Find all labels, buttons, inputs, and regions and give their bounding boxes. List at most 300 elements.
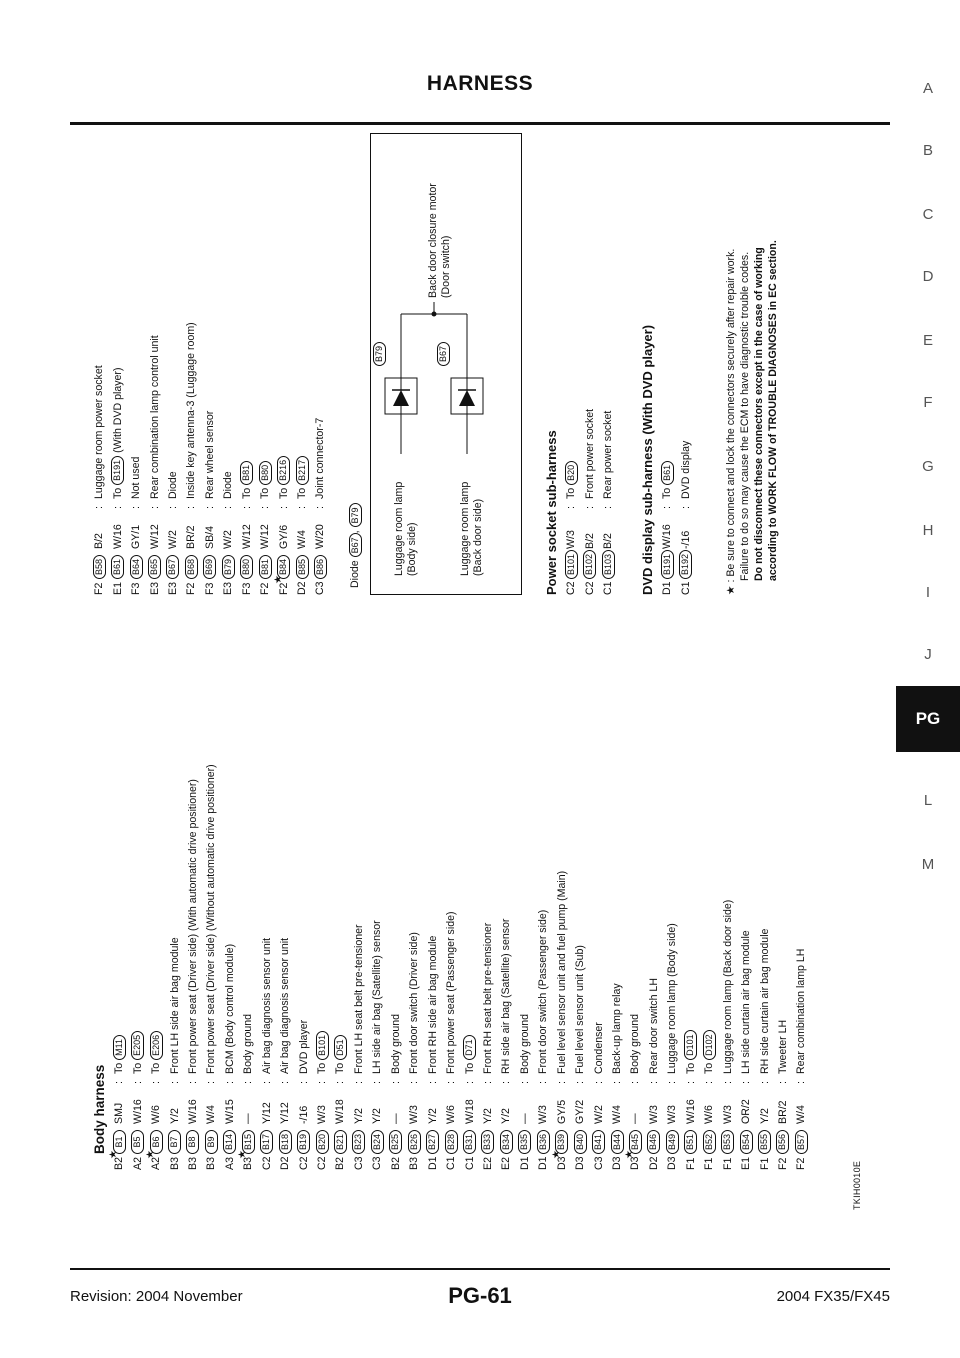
table-row: E3 B79 W/2 : Diode <box>222 471 235 595</box>
body-harness-column-2 <box>90 135 779 595</box>
star-icon: ★ <box>237 1150 249 1159</box>
wire-color: W/16 <box>661 524 674 549</box>
connector-description: Fuel level sensor unit and fuel pump (Main) <box>555 870 568 1074</box>
connector-badge: B34 <box>500 1130 513 1154</box>
table-row: A2 ★ B6 W/6 : To E206 <box>147 590 165 1170</box>
wire-color: W/6 <box>445 1105 458 1124</box>
connector-description: Front power seat (Driver side) (With automatic drive positioner) <box>186 779 199 1074</box>
connector-description: To <box>131 1062 144 1074</box>
connector-badge: D101 <box>684 1030 697 1060</box>
connector-badge: B40 <box>574 1130 587 1154</box>
connector-badge: D102 <box>703 1030 716 1060</box>
wire-color: W/3 <box>565 530 578 549</box>
connector-badge: B21 <box>334 1130 347 1154</box>
grid-location: F3 <box>240 582 253 595</box>
wire-color: W/3 <box>316 1105 329 1124</box>
section-index-c[interactable]: C <box>922 206 934 223</box>
connector-badge: B33 <box>481 1130 494 1154</box>
section-index-a[interactable]: A <box>922 80 933 97</box>
grid-location: C3 <box>371 1156 384 1170</box>
table-row: F2 B81 W/12 : To B80 <box>256 135 274 595</box>
wire-color: Y/2 <box>500 1108 513 1124</box>
connector-badge: B24 <box>371 1130 384 1154</box>
grid-location: C2 <box>565 581 578 595</box>
connector-badge: M11 <box>113 1035 126 1060</box>
diode-diagram <box>349 133 522 595</box>
connector-badge: B6 <box>150 1130 163 1154</box>
connector-description: Front RH seat belt pre-tensioner <box>481 922 494 1074</box>
connector-badge: B53 <box>721 1130 734 1154</box>
wire-color: W/16 <box>186 1099 199 1124</box>
table-row: F2 B58 B/2 : Luggage room power socket <box>93 365 106 595</box>
table-row: D3 B40 GY/2 : Fuel level sensor unit (Sub) <box>574 945 587 1170</box>
connector-badge: B61 <box>661 461 674 485</box>
wire-color: GY/5 <box>555 1099 568 1124</box>
connector-badge: B19 <box>297 1130 310 1154</box>
connector-description: Body ground <box>629 1013 642 1074</box>
connector-badge: B51 <box>684 1130 697 1154</box>
wire-color: Y/12 <box>260 1102 273 1124</box>
table-row: D3 B49 W/3 : Luggage room lamp (Body side) <box>666 923 679 1170</box>
grid-location: F2 <box>795 1157 808 1170</box>
connector-description: Air bag diagnosis sensor unit <box>279 937 292 1074</box>
table-row: D1 B191 W/16 : To B61 <box>658 325 676 595</box>
wire-color: B/2 <box>602 533 615 549</box>
grid-location: F2 <box>259 582 272 595</box>
connector-badge: B79 <box>349 503 362 527</box>
connector-badge: B79 <box>373 342 386 366</box>
table-row: F1 B55 Y/2 : RH side curtain air bag module <box>758 928 771 1170</box>
connector-description: Diode <box>222 471 235 499</box>
connector-description: Front LH seat belt pre-tensioner <box>352 924 365 1074</box>
table-row: C1 B192 -/16 : DVD display <box>679 440 692 595</box>
connector-description: Front door switch (Driver side) <box>408 932 421 1074</box>
grid-location: D2 <box>647 1156 660 1170</box>
wire-color: W/3 <box>647 1105 660 1124</box>
grid-location: B3 <box>205 1157 218 1170</box>
connector-badge: B68 <box>185 555 198 579</box>
wire-color: Y/2 <box>426 1108 439 1124</box>
table-row: A2 B5 W/16 : To E205 <box>128 590 146 1170</box>
connector-badge: B35 <box>518 1130 531 1154</box>
connector-badge: B55 <box>758 1130 771 1154</box>
connector-description: Luggage room lamp (Body side) <box>666 923 679 1074</box>
harness-figure <box>90 130 810 1170</box>
grid-location: C3 <box>314 581 327 595</box>
connector-description: To <box>703 1062 716 1074</box>
connector-description: LH side air bag (Satellite) sensor <box>371 920 384 1074</box>
table-row: C2 B19 -/16 : DVD player <box>297 1019 310 1170</box>
wire-color: W/15 <box>223 1099 236 1124</box>
grid-location: D1 <box>518 1156 531 1170</box>
table-row: C1 B103 B/2 : Rear power socket <box>602 410 615 595</box>
connector-badge: B86 <box>314 555 327 579</box>
grid-location: D2 <box>296 581 309 595</box>
connector-description: BCM (Body control module) <box>223 943 236 1074</box>
connector-badge: B23 <box>352 1130 365 1154</box>
section-index-b[interactable]: B <box>922 142 933 159</box>
connector-badge: B80 <box>240 555 253 579</box>
wire-color: Y/2 <box>758 1108 771 1124</box>
grid-location: F1 <box>721 1157 734 1170</box>
grid-location: F1 <box>684 1157 697 1170</box>
motor-label: Back door closure motor (Door switch) <box>427 183 452 298</box>
connector-description: To <box>565 487 578 499</box>
connector-badge: E206 <box>150 1031 163 1060</box>
connector-badge: B81 <box>240 461 253 485</box>
wire-color: SMJ <box>113 1102 126 1124</box>
connector-description: Diode <box>166 471 179 499</box>
power-socket-title: Power socket sub-harness <box>544 430 559 595</box>
table-row: E2 B34 Y/2 : RH side air bag (Satellite) sensor <box>500 918 513 1170</box>
wire-color: W/12 <box>240 524 253 549</box>
connector-description: Front power seat (Passenger side) <box>445 911 458 1074</box>
wire-color: SB/4 <box>203 526 216 549</box>
caution-note: ★ : Be sure to connect and lock the connectors securely after repair work. Failure to do so may cause the ECM to have diagnostic trouble codes. Do not disconnect these connectors except in the case of working according to WORK FLOW of TROUBLE DIAGNOSES in EC section. <box>725 240 779 595</box>
table-row: B2 B25 — : Body ground <box>389 1013 402 1170</box>
connector-badge: B9 <box>205 1130 218 1154</box>
connector-badge: B28 <box>445 1130 458 1154</box>
connector-badge: B80 <box>259 461 272 485</box>
connector-badge: B192 <box>679 550 692 579</box>
connector-badge: B1 <box>113 1130 126 1154</box>
connector-badge: B5 <box>131 1130 144 1154</box>
connector-badge: B25 <box>389 1130 402 1154</box>
wire-color: W/3 <box>721 1105 734 1124</box>
connector-description: Rear door switch LH <box>647 978 660 1074</box>
grid-location: D2 <box>279 1156 292 1170</box>
connector-badge: B45 <box>629 1130 642 1154</box>
connector-badge: B54 <box>740 1130 753 1154</box>
table-row: E3 B67 W/2 : Diode <box>166 471 179 595</box>
connector-description: Fuel level sensor unit (Sub) <box>574 945 587 1074</box>
grid-location: D3 <box>666 1156 679 1170</box>
connector-badge: B36 <box>537 1130 550 1154</box>
connector-badge: B69 <box>203 555 216 579</box>
connector-badge: B44 <box>611 1130 624 1154</box>
wire-color: W/3 <box>537 1105 550 1124</box>
table-row: E1 B61 W/16 : To B191 (With DVD player) <box>111 367 124 595</box>
connector-description: Luggage room lamp (Back door side) <box>721 899 734 1074</box>
star-icon: ★ <box>725 585 737 595</box>
section-index-f[interactable]: F <box>923 394 933 411</box>
grid-location: D3 <box>555 1156 568 1170</box>
table-row: C3 B41 W/2 : Condenser <box>592 1022 605 1170</box>
table-row: E1 B54 OR/2 : LH side curtain air bag module <box>740 930 753 1170</box>
star-icon: ★ <box>272 575 284 584</box>
wire-color: W/12 <box>259 524 272 549</box>
table-row: E3 B65 W/12 : Rear combination lamp control unit <box>148 335 161 595</box>
table-row: B3 B26 W/3 : Front door switch (Driver side) <box>408 932 421 1170</box>
connector-badge: B81 <box>259 555 272 579</box>
section-index-pg[interactable]: PG <box>896 686 960 752</box>
table-row: B2 B21 W/18 : To D51 <box>331 590 349 1170</box>
figure-reference-code: TKIH0010E <box>852 1160 862 1210</box>
connector-badge: B26 <box>408 1130 421 1154</box>
wire-color: W/6 <box>703 1105 716 1124</box>
grid-location: B3 <box>168 1157 181 1170</box>
section-index-h[interactable]: H <box>922 522 934 539</box>
grid-location: C2 <box>260 1156 273 1170</box>
connector-badge: B20 <box>316 1130 329 1154</box>
table-row: C2 B20 W/3 : To B101 <box>313 590 331 1170</box>
connector-description: Front door switch (Passenger side) <box>537 909 550 1074</box>
connector-badge: B27 <box>426 1130 439 1154</box>
grid-location: E1 <box>740 1157 753 1170</box>
wire-color: W/2 <box>592 1105 605 1124</box>
connector-description: Front LH side air bag module <box>168 937 181 1074</box>
connector-badge: B17 <box>260 1130 273 1154</box>
power-socket-section <box>542 409 617 595</box>
wire-color: W/4 <box>611 1105 624 1124</box>
wire-color: W/18 <box>463 1099 476 1124</box>
table-row: D1 B36 W/3 : Front door switch (Passenger side) <box>537 909 550 1170</box>
connector-badge: B65 <box>148 555 161 579</box>
grid-location: F2 <box>185 582 198 595</box>
grid-location: E2 <box>500 1157 513 1170</box>
connector-badge: B41 <box>592 1130 605 1154</box>
grid-location: C2 <box>297 1156 310 1170</box>
wire-color: W/16 <box>131 1099 144 1124</box>
lamp-back-label: Luggage room lamp (Back door side) <box>459 481 484 576</box>
connector-description: To <box>240 487 253 499</box>
connector-badge: D51 <box>334 1035 347 1060</box>
connector-badge: B58 <box>93 555 106 579</box>
connector-description: Rear combination lamp control unit <box>148 335 161 499</box>
wire-color: W/4 <box>205 1105 218 1124</box>
connector-badge: B64 <box>130 555 143 579</box>
grid-location: F2 <box>93 582 106 595</box>
table-row: C2 B17 Y/12 : Air bag diagnosis sensor unit <box>260 937 273 1170</box>
wire-color: — <box>629 1113 642 1124</box>
connector-badge: B67 <box>437 342 450 366</box>
grid-location: D3 <box>574 1156 587 1170</box>
grid-location: B3 <box>242 1157 255 1170</box>
connector-description: Air bag diagnosis sensor unit <box>260 937 273 1074</box>
table-row: F2 ★ B84 GY/6 : To B216 <box>274 135 292 595</box>
connector-description: Condenser <box>592 1022 605 1074</box>
table-row: D1 B35 — : Body ground <box>518 1013 531 1170</box>
grid-location: F1 <box>703 1157 716 1170</box>
connector-description: Joint connector-7 <box>314 417 327 499</box>
section-index-m[interactable]: M <box>921 856 935 873</box>
wire-color: -/16 <box>297 1105 310 1124</box>
grid-location: D1 <box>537 1156 550 1170</box>
wire-color: Y/2 <box>168 1108 181 1124</box>
connector-description: Rear combination lamp LH <box>795 948 808 1074</box>
connector-badge: B79 <box>222 555 235 579</box>
connector-description: To <box>111 487 124 499</box>
connector-badge: B7 <box>168 1130 181 1154</box>
table-row: F1 B52 W/6 : To D102 <box>700 590 718 1170</box>
grid-location: E3 <box>166 582 179 595</box>
section-index-j[interactable]: J <box>924 646 932 663</box>
connector-badge: D71 <box>463 1035 476 1060</box>
grid-location: A2 <box>131 1157 144 1170</box>
connector-badge: B191 <box>661 550 674 579</box>
table-row: C1 B31 W/18 : To D71 <box>460 590 478 1170</box>
connector-badge: B84 <box>277 555 290 579</box>
table-row: B2 ★ B1 SMJ : To M11 <box>110 590 128 1170</box>
star-icon: ★ <box>145 1150 157 1159</box>
connector-badge: B101 <box>565 550 578 579</box>
grid-location: C3 <box>592 1156 605 1170</box>
grid-location: B3 <box>186 1157 199 1170</box>
wire-color: Y/2 <box>352 1108 365 1124</box>
connector-description: DVD player <box>297 1019 310 1074</box>
connector-description: Back-up lamp relay <box>611 983 624 1074</box>
wire-color: W/16 <box>684 1099 697 1124</box>
table-row: F2 B57 W/4 : Rear combination lamp LH <box>795 948 808 1170</box>
connector-description: To <box>113 1062 126 1074</box>
table-row: E2 B33 Y/2 : Front RH seat belt pre-tensioner <box>481 922 494 1170</box>
connector-description: Rear wheel sensor <box>203 410 216 499</box>
connector-badge: B191 <box>111 456 124 485</box>
connector-badge: B67 <box>166 555 179 579</box>
table-row: B3 B9 W/4 : Front power seat (Driver side) (Without automatic drive positioner) <box>205 764 218 1170</box>
body-harness-list-2 <box>90 135 330 595</box>
grid-location: E3 <box>148 582 161 595</box>
wire-color: W/16 <box>111 524 124 549</box>
connector-description: Luggage room power socket <box>93 365 106 499</box>
grid-location: A2 <box>150 1157 163 1170</box>
connector-badge: B46 <box>647 1130 660 1154</box>
connector-badge: B14 <box>223 1130 236 1154</box>
connector-description: Front power seat (Driver side) (Without automatic drive positioner) <box>205 764 218 1074</box>
grid-location: B2 <box>113 1157 126 1170</box>
table-row: A3 B14 W/15 : BCM (Body control module) <box>223 943 236 1170</box>
table-row: B3 ★ B15 — : Body ground <box>237 1013 255 1170</box>
dvd-display-section <box>638 325 695 595</box>
grid-location: A3 <box>223 1157 236 1170</box>
connector-badge: B8 <box>186 1130 199 1154</box>
table-row: F3 B69 SB/4 : Rear wheel sensor <box>203 410 216 595</box>
wire-color: -/16 <box>679 530 692 549</box>
connector-description: Front power socket <box>583 408 596 499</box>
wire-color: B/2 <box>93 533 106 549</box>
grid-location: C1 <box>602 581 615 595</box>
table-row: F3 B80 W/12 : To B81 <box>238 135 256 595</box>
grid-location: B2 <box>389 1157 402 1170</box>
connector-badge: B20 <box>565 461 578 485</box>
grid-location: C2 <box>583 581 596 595</box>
wire-color: GY/1 <box>130 524 143 549</box>
table-row: F3 B64 GY/1 : Not used <box>130 456 143 595</box>
wire-color: OR/2 <box>740 1099 753 1124</box>
grid-location: E1 <box>111 582 124 595</box>
grid-location: C1 <box>445 1156 458 1170</box>
connector-description: RH side air bag (Satellite) sensor <box>500 918 513 1074</box>
grid-location: F1 <box>758 1157 771 1170</box>
grid-location: D3 <box>629 1156 642 1170</box>
section-index-e[interactable]: E <box>922 332 933 349</box>
section-index-i[interactable]: I <box>925 584 931 601</box>
connector-description: Inside key antenna-3 (Luggage room) <box>185 322 198 499</box>
grid-location: E3 <box>222 582 235 595</box>
grid-location: C2 <box>316 1156 329 1170</box>
star-icon: ★ <box>108 1150 120 1159</box>
connector-badge: B102 <box>583 550 596 579</box>
connector-description: To <box>463 1062 476 1074</box>
grid-location: F2 <box>277 582 290 595</box>
wire-color: W/3 <box>408 1105 421 1124</box>
wire-color: GY/2 <box>574 1099 587 1124</box>
connector-badge: B57 <box>795 1130 808 1154</box>
lamp-body-label: Luggage room lamp (Body side) <box>393 481 418 576</box>
dvd-display-title: DVD display sub-harness (With DVD player) <box>640 324 655 595</box>
grid-location: C1 <box>679 581 692 595</box>
wire-color: W/18 <box>334 1099 347 1124</box>
section-index-d[interactable]: D <box>922 268 934 285</box>
wire-color: Y/12 <box>279 1102 292 1124</box>
wire-color: W/2 <box>166 530 179 549</box>
grid-location: E2 <box>481 1157 494 1170</box>
grid-location: C3 <box>352 1156 365 1170</box>
table-row: D3 ★ B39 GY/5 : Fuel level sensor unit and fuel pump (Main) <box>550 870 568 1170</box>
wire-color: Y/2 <box>481 1108 494 1124</box>
connector-badge: B61 <box>111 555 124 579</box>
wire-color: W/12 <box>148 524 161 549</box>
connector-description: To <box>150 1062 163 1074</box>
wire-color: B/2 <box>583 533 596 549</box>
connector-description: RH side curtain air bag module <box>758 928 771 1074</box>
table-row: B3 B7 Y/2 : Front LH side air bag module <box>168 937 181 1170</box>
connector-badge: B39 <box>555 1130 568 1154</box>
section-index-l[interactable]: L <box>923 792 933 809</box>
wire-color: BR/2 <box>776 1100 789 1124</box>
connector-description: To <box>684 1062 697 1074</box>
page-title: HARNESS <box>426 72 534 95</box>
model-text: 2004 FX35/FX45 <box>776 1288 890 1305</box>
wire-color: — <box>389 1113 402 1124</box>
table-row: C1 B28 W/6 : Front power seat (Passenger side) <box>445 911 458 1170</box>
connector-description: DVD display <box>679 440 692 499</box>
connector-description: To <box>316 1062 329 1074</box>
connector-badge: E205 <box>131 1031 144 1060</box>
header-divider <box>70 122 890 125</box>
connector-description: Body ground <box>242 1013 255 1074</box>
wire-color: W/4 <box>296 530 309 549</box>
connector-description: Body ground <box>518 1013 531 1074</box>
page-number: PG-61 <box>448 1283 512 1308</box>
table-row: D3 ★ B45 — : Body ground <box>624 1013 642 1170</box>
footer-divider <box>70 1268 890 1270</box>
table-row: B3 B8 W/16 : Front power seat (Driver side) (With automatic drive positioner) <box>186 779 199 1170</box>
connector-badge: B31 <box>463 1130 476 1154</box>
connector-description: LH side curtain air bag module <box>740 930 753 1074</box>
grid-location: F3 <box>203 582 216 595</box>
connector-description: To <box>259 487 272 499</box>
connector-badge: B103 <box>602 550 615 579</box>
connector-description: To <box>661 487 674 499</box>
table-row: D2 B18 Y/12 : Air bag diagnosis sensor unit <box>279 937 292 1170</box>
body-harness-column <box>90 590 811 1170</box>
connector-description: To <box>296 487 309 499</box>
connector-badge: B15 <box>242 1130 255 1154</box>
wire-color: W/2 <box>222 530 235 549</box>
section-index-g[interactable]: G <box>922 458 934 475</box>
table-row: C3 B86 W/20 : Joint connector-7 <box>314 417 327 595</box>
wire-color: W/3 <box>666 1105 679 1124</box>
table-row: C3 B23 Y/2 : Front LH seat belt pre-tensioner <box>352 924 365 1170</box>
table-row: D3 B44 W/4 : Back-up lamp relay <box>611 983 624 1170</box>
table-row: D2 B46 W/3 : Rear door switch LH <box>647 978 660 1170</box>
grid-location: B3 <box>408 1157 421 1170</box>
connector-badge: B101 <box>316 1031 329 1060</box>
connector-badge: B67 <box>349 533 362 557</box>
wire-color: BR/2 <box>185 525 198 549</box>
table-row: C3 B24 Y/2 : LH side air bag (Satellite) sensor <box>371 920 384 1170</box>
